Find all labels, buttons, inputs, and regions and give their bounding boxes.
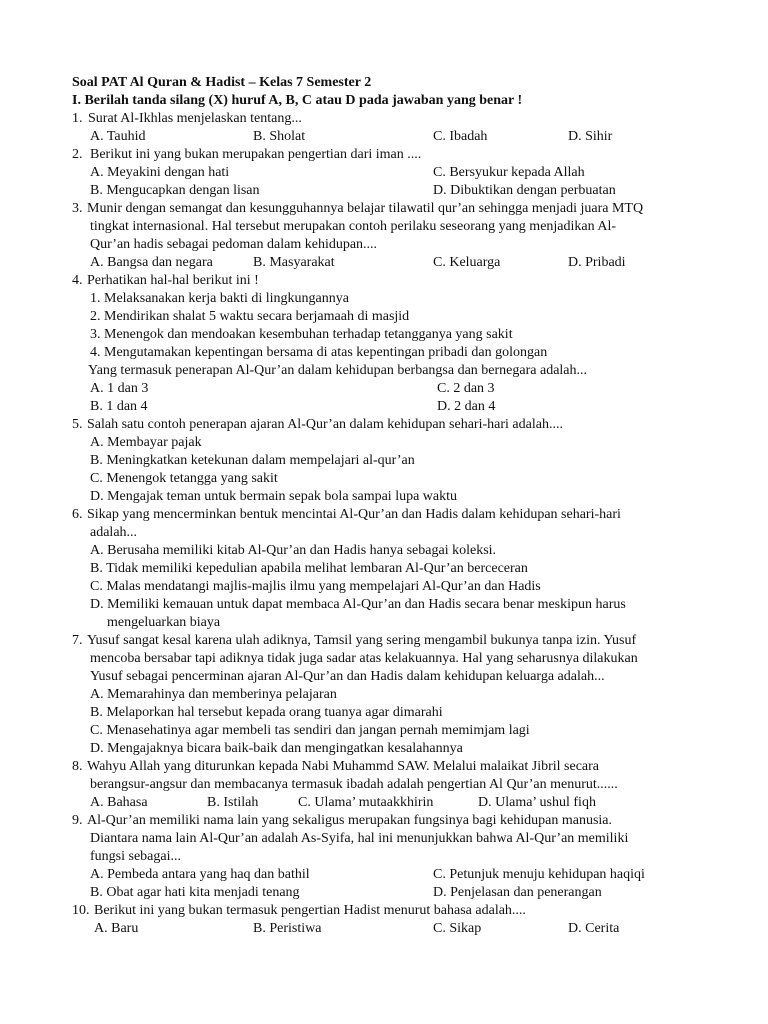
question-1-option-d: D. Sihir (568, 129, 613, 144)
question-9-stem-line: Al-Qur’an memiliki nama lain yang sekaligus merupakan fungsinya bagi kehidupan manusia. (87, 813, 612, 828)
question-10-number: 10. (72, 903, 90, 918)
question-8-option-d: D. Ulama’ ushul fiqh (478, 795, 596, 810)
question-9-stem-line: fungsi sebagai... (90, 849, 181, 864)
question-2-option-c: C. Bersyukur kepada Allah (433, 165, 585, 180)
question-3-stem-line: Munir dengan semangat dan kesungguhannya belajar tilawatil qur’an sehingga menjadi juara MTQ (87, 201, 644, 216)
question-6-stem-line: Sikap yang mencerminkan bentuk mencintai Al-Qur’an dan Hadis dalam kehidupan sehari-hari (87, 507, 621, 522)
question-9-number: 9. (72, 813, 83, 828)
question-6-option-d: D. Memiliki kemauan untuk dapat membaca Al-Qur’an dan Hadis secara benar meskipun harus (90, 597, 626, 612)
question-4-option-d: D. 2 dan 4 (437, 399, 496, 414)
question-1-option-b: B. Sholat (253, 129, 306, 144)
question-8-option-b: B. Istilah (207, 795, 259, 810)
question-5-option-b: B. Meningkatkan ketekunan dalam mempelajari al-qur’an (90, 453, 415, 468)
question-2-option-a: A. Meyakini dengan hati (90, 165, 230, 180)
question-1-option-c: C. Ibadah (433, 129, 488, 144)
question-4-stem: Perhatikan hal-hal berikut ini ! (87, 273, 259, 288)
question-5-option-a: A. Membayar pajak (90, 435, 202, 450)
question-6-option-b: B. Tidak memiliki kepedulian apabila melihat lembaran Al-Qur’an berceceran (90, 561, 528, 576)
question-4-option-b: B. 1 dan 4 (90, 399, 148, 414)
question-5-stem: Salah satu contoh penerapan ajaran Al-Qur’an dalam kehidupan sehari-hari adalah.... (87, 417, 563, 432)
question-7-option-b: B. Melaporkan hal tersebut kepada orang tuanya agar dimarahi (90, 705, 443, 720)
question-6-stem-line: adalah... (90, 525, 138, 540)
question-2-number: 2. (72, 147, 83, 162)
question-10-option-a: A. Baru (94, 921, 139, 936)
question-5-number: 5. (72, 417, 83, 432)
question-10-stem: Berikut ini yang bukan termasuk pengertian Hadist menurut bahasa adalah.... (94, 903, 526, 918)
question-6-option-c: C. Malas mendatangi majlis-majlis ilmu yang mempelajari Al-Qur’an dan Hadis (90, 579, 541, 594)
question-8-stem-line: berangsur-angsur dan membacanya termasuk ibadah adalah pengertian Al Qur’an menurut...... (90, 777, 618, 792)
question-8-option-a: A. Bahasa (90, 795, 148, 810)
question-9-option-b: B. Obat agar hati kita menjadi tenang (90, 885, 300, 900)
question-10-option-d: D. Cerita (568, 921, 620, 936)
question-4-item-1: 1. Melaksanakan kerja bakti di lingkungannya (90, 291, 349, 306)
question-1-number: 1. (72, 111, 83, 126)
question-7-option-d: D. Mengajaknya bicara baik-baik dan mengingatkan kesalahannya (90, 741, 463, 756)
question-3-option-d: D. Pribadi (568, 255, 626, 270)
question-3-stem-line: tingkat internasional. Hal tersebut merupakan contoh perilaku seseorang yang menjadikan Al- (90, 219, 617, 234)
question-4-item-2: 2. Mendirikan shalat 5 waktu secara berjamaah di masjid (90, 309, 410, 324)
question-8-stem-line: Wahyu Allah yang diturunkan kepada Nabi Muhammd SAW. Melalui malaikat Jibril secara (87, 759, 599, 774)
question-1-stem: Surat Al-Ikhlas menjelaskan tentang... (88, 111, 302, 126)
question-7-option-c: C. Menasehatinya agar membeli tas sendiri dan jangan pernah memimjam lagi (90, 723, 530, 738)
question-7-stem-line: Yusuf sangat kesal karena ulah adiknya, Tamsil yang sering mengambil bukunya tanpa izin. Yusuf (87, 633, 637, 648)
question-2-option-d: D. Dibuktikan dengan perbuatan (433, 183, 616, 198)
question-5-option-c: C. Menengok tetangga yang sakit (90, 471, 278, 486)
question-9-stem-line: Diantara nama lain Al-Qur’an adalah As-Syifa, hal ini menunjukkan bahwa Al-Qur’an memiliki (90, 831, 629, 846)
question-3-number: 3. (72, 201, 83, 216)
question-3-option-b: B. Masyarakat (253, 255, 335, 270)
question-1-option-a: A. Tauhid (90, 129, 146, 144)
question-4-item-3: 3. Menengok dan mendoakan kesembuhan terhadap tetangganya yang sakit (90, 327, 513, 342)
question-6-option-a: A. Berusaha memiliki kitab Al-Qur’an dan Hadis hanya sebagai koleksi. (90, 543, 497, 558)
question-8-option-c: C. Ulama’ mutaakkhirin (298, 795, 434, 810)
question-2-stem: Berikut ini yang bukan merupakan pengertian dari iman .... (90, 147, 422, 162)
question-6-option-d-continuation: mengeluarkan biaya (107, 615, 221, 630)
question-7-number: 7. (72, 633, 83, 648)
question-4-option-a: A. 1 dan 3 (90, 381, 149, 396)
question-4-item-4: 4. Mengutamakan kepentingan bersama di atas kepentingan pribadi dan golongan (90, 345, 548, 360)
question-9-option-a: A. Pembeda antara yang haq dan bathil (90, 867, 310, 882)
question-7-stem-line: Yusuf sebagai pencerminan ajaran Al-Qur’an dan Hadis dalam kehidupan keluarga adalah... (90, 669, 605, 684)
question-9-option-c: C. Petunjuk menuju kehidupan haqiqi (433, 867, 645, 882)
question-8-number: 8. (72, 759, 83, 774)
question-3-option-a: A. Bangsa dan negara (90, 255, 213, 270)
document-title: Soal PAT Al Quran & Hadist – Kelas 7 Semester 2 (72, 75, 372, 90)
instruction: I. Berilah tanda silang (X) huruf A, B, C atau D pada jawaban yang benar ! (72, 93, 523, 108)
question-4-option-c: C. 2 dan 3 (437, 381, 495, 396)
question-10-option-b: B. Peristiwa (253, 921, 322, 936)
question-10-option-c: C. Sikap (433, 921, 482, 936)
question-3-option-c: C. Keluarga (433, 255, 501, 270)
question-5-option-d: D. Mengajak teman untuk bermain sepak bola sampai lupa waktu (90, 489, 458, 504)
question-7-stem-line: mencoba bersabar tapi adiknya tidak juga sadar atas kelakuannya. Hal yang seharusnya dilakukan (90, 651, 638, 666)
question-4-prompt: Yang termasuk penerapan Al-Qur’an dalam kehidupan berbangsa dan bernegara adalah... (88, 363, 588, 378)
question-2-option-b: B. Mengucapkan dengan lisan (90, 183, 260, 198)
question-6-number: 6. (72, 507, 83, 522)
question-9-option-d: D. Penjelasan dan penerangan (433, 885, 602, 900)
question-4-number: 4. (72, 273, 83, 288)
question-3-stem-line: Qur’an hadis sebagai pedoman dalam kehidupan.... (90, 237, 378, 252)
question-7-option-a: A. Memarahinya dan memberinya pelajaran (90, 687, 337, 702)
